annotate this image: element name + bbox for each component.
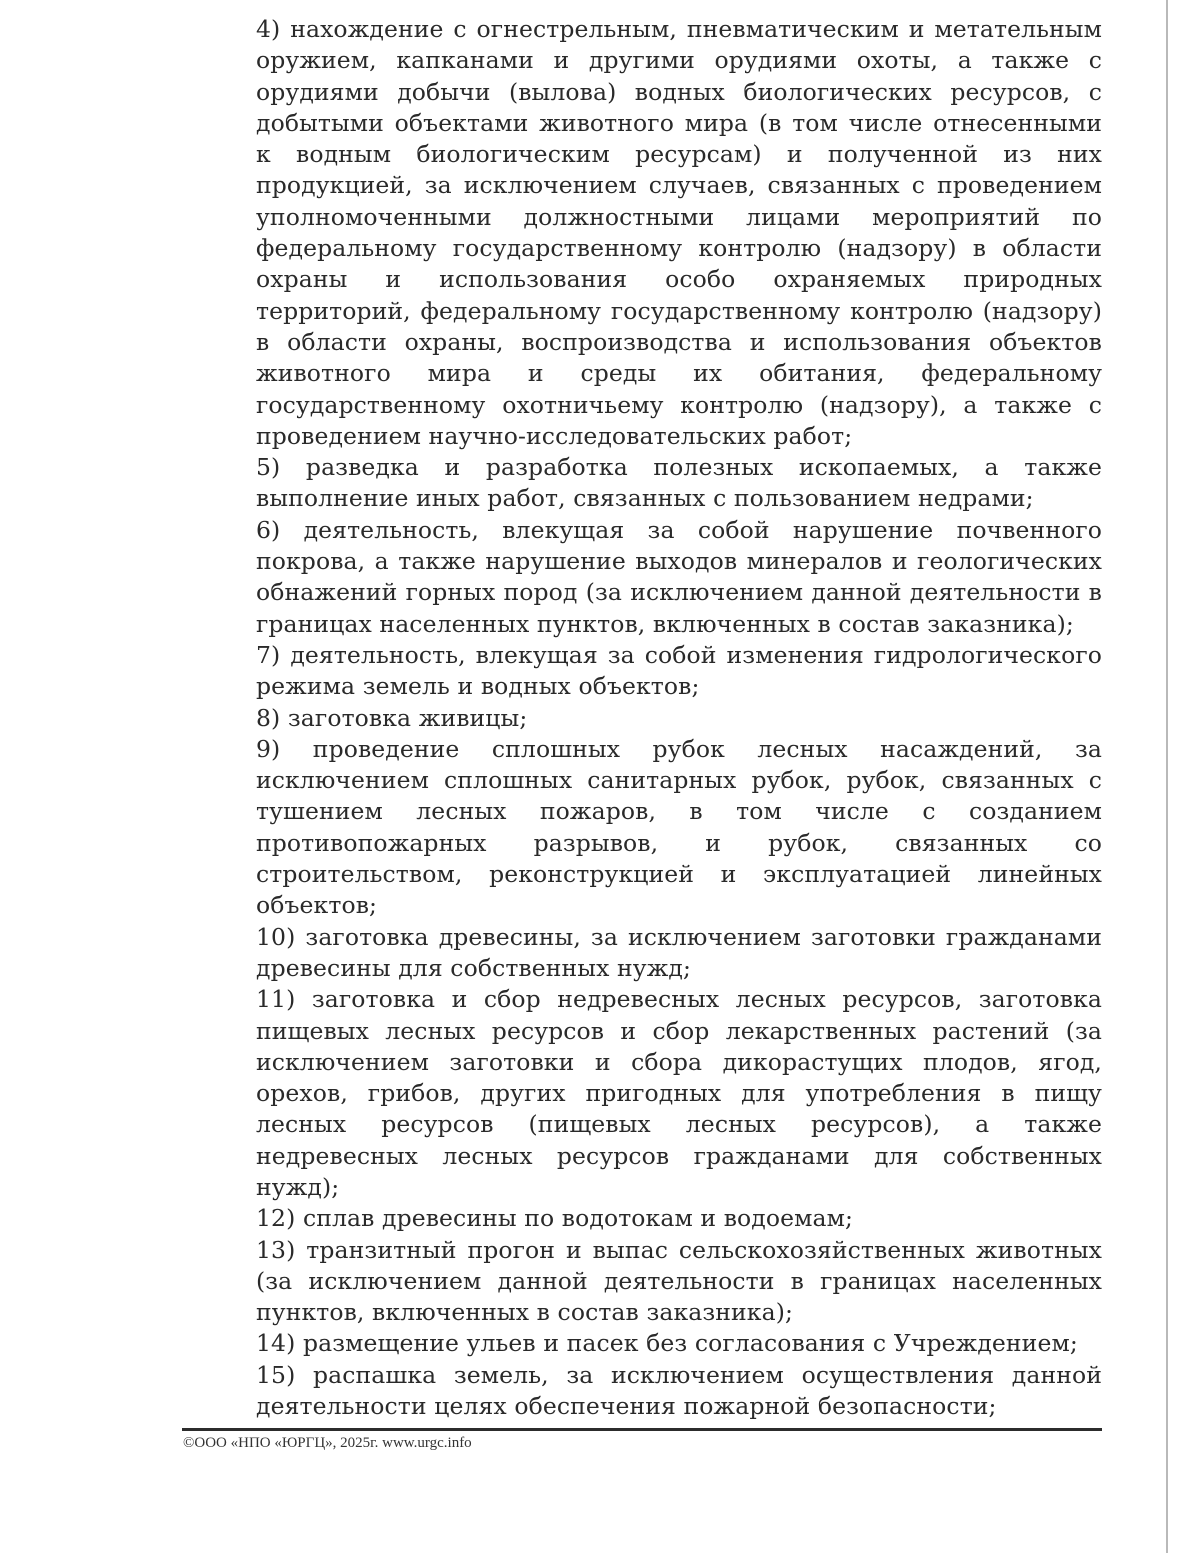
document-body <box>256 14 1102 1422</box>
clause-13: 13) транзитный прогон и выпас сельскохозяйственных животных (за исключением данной деятельности в границах населенных пунктов, включенных в состав заказника); <box>256 1235 1102 1327</box>
clause-14: 14) размещение ульев и пасек без согласования с Учреждением; <box>256 1329 1078 1358</box>
clause-11: 11) заготовка и сбор недревесных лесных ресурсов, заготовка пищевых лесных ресурсов и сбор лекарственных растений (за исключением заготовки и сбора дикорастущих плодов, ягод, орехов, грибов, других пригодных для употребления в пищу лесных ресурсов (пищевых лесных ресурсов), а также недревесных лесных ресурсов гражданами для собственных нужд); <box>256 985 1102 1201</box>
scan-edge-line <box>1166 0 1168 1553</box>
clause-4: 4) нахождение с огнестрельным, пневматическим и метательным оружием, капканами и другими орудиями охоты, а также с орудиями добычи (вылова) водных биологических ресурсов, с добытыми объектами животного мира (в том числе отнесенными к водным биологическим ресурсам) и полученной из них продукцией, за исключением случаев, связанных с проведением уполномоченными должностными лицами мероприятий по федеральному государственному контролю (надзору) в области охраны и использования особо охраняемых природных территорий, федеральному государственному контролю (надзору) в области охраны, воспроизводства и использования объектов животного мира и среды их обитания, федеральному государственному охотничьему контролю (надзору), а также с проведением научно-исследовательских работ; <box>256 15 1102 450</box>
clause-10: 10) заготовка древесины, за исключением заготовки гражданами древесины для собственных нужд; <box>256 922 1102 982</box>
clause-12: 12) сплав древесины по водотокам и водоемам; <box>256 1204 854 1233</box>
clause-8: 8) заготовка живицы; <box>256 703 528 732</box>
clause-7: 7) деятельность, влекущая за собой изменения гидрологического режима земель и водных объектов; <box>256 640 1102 701</box>
footer-copyright: ©ООО «НПО «ЮРГЦ», 2025г. www.urgc.info <box>183 1435 472 1451</box>
clause-9: 9) проведение сплошных рубок лесных насаждений, за исключением сплошных санитарных рубок, рубок, связанных с тушением лесных пожаров, в том числе с созданием противопожарных разрывов, и рубок, связанных со строительством, реконструкцией и эксплуатацией линейных объектов; <box>256 734 1102 920</box>
footer-divider <box>182 1428 1102 1431</box>
clause-5: 5) разведка и разработка полезных ископаемых, а также выполнение иных работ, связанных с пользованием недрами; <box>256 453 1102 513</box>
clause-15: 15) распашка земель, за исключением осуществления данной деятельности целях обеспечения пожарной безопасности; <box>256 1360 1102 1421</box>
clause-6: 6) деятельность, влекущая за собой нарушение почвенного покрова, а также нарушение выходов минералов и геологических обнажений горных пород (за исключением данной деятельности в границах населенных пунктов, включенных в состав заказника); <box>256 515 1102 638</box>
